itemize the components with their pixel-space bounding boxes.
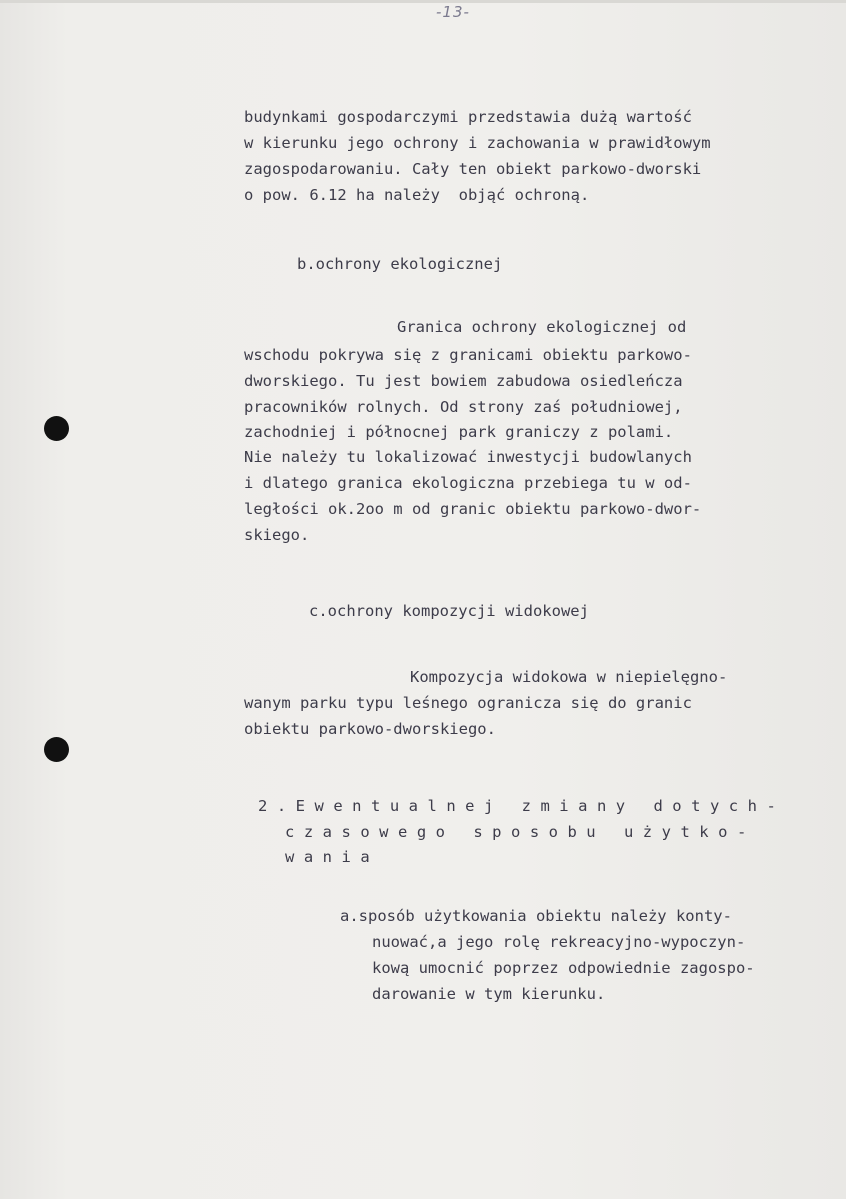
- paragraph-line: darowanie w tym kierunku.: [372, 985, 606, 1003]
- section-heading-b: b.ochrony ekologicznej: [297, 255, 503, 273]
- paragraph-line: w kierunku jego ochrony i zachowania w prawidłowym: [244, 134, 711, 152]
- section-heading-c: c.ochrony kompozycji widokowej: [309, 602, 589, 620]
- paragraph-line: o pow. 6.12 ha należy objąć ochroną.: [244, 186, 590, 204]
- punch-hole-upper: [44, 416, 69, 441]
- paragraph-line: zachodniej i północnej park graniczy z polami.: [244, 423, 674, 441]
- section-heading-2: wania: [285, 848, 380, 866]
- paragraph-line: nuować,a jego rolę rekreacyjno-wypoczyn-: [372, 933, 746, 951]
- paragraph-line: wschodu pokrywa się z granicami obiektu parkowo-: [244, 346, 692, 364]
- paragraph-line: kową umocnić poprzez odpowiednie zagospo-: [372, 959, 755, 977]
- paragraph-line: wanym parku typu leśnego ogranicza się do granic: [244, 694, 692, 712]
- paragraph-line: dworskiego. Tu jest bowiem zabudowa osiedleńcza: [244, 372, 683, 390]
- paragraph-line: ległości ok.2oo m od granic obiektu parkowo-dwor-: [244, 500, 702, 518]
- page-number: -13-: [436, 3, 470, 21]
- paragraph-line: obiektu parkowo-dworskiego.: [244, 720, 496, 738]
- paragraph-line: Nie należy tu lokalizować inwestycji budowlanych: [244, 448, 692, 466]
- paragraph-line: budynkami gospodarczymi przedstawia dużą wartość: [244, 108, 692, 126]
- section-heading-2: czasowego sposobu użytko-: [285, 823, 756, 841]
- paragraph-line: skiego.: [244, 526, 310, 544]
- paragraph-line: i dlatego granica ekologiczna przebiega tu w od-: [244, 474, 692, 492]
- paragraph-line: Granica ochrony ekologicznej od: [397, 318, 687, 336]
- paragraph-line: zagospodarowaniu. Cały ten obiekt parkowo-dworski: [244, 160, 702, 178]
- section-heading-2: 2.Ewentualnej zmiany dotych-: [258, 797, 786, 815]
- page-edge: [0, 0, 846, 3]
- punch-hole-lower: [44, 737, 69, 762]
- paragraph-line: Kompozycja widokowa w niepielęgno-: [410, 668, 728, 686]
- paragraph-line: pracowników rolnych. Od strony zaś południowej,: [244, 398, 683, 416]
- paragraph-line: a.sposób użytkowania obiektu należy konty-: [340, 907, 732, 925]
